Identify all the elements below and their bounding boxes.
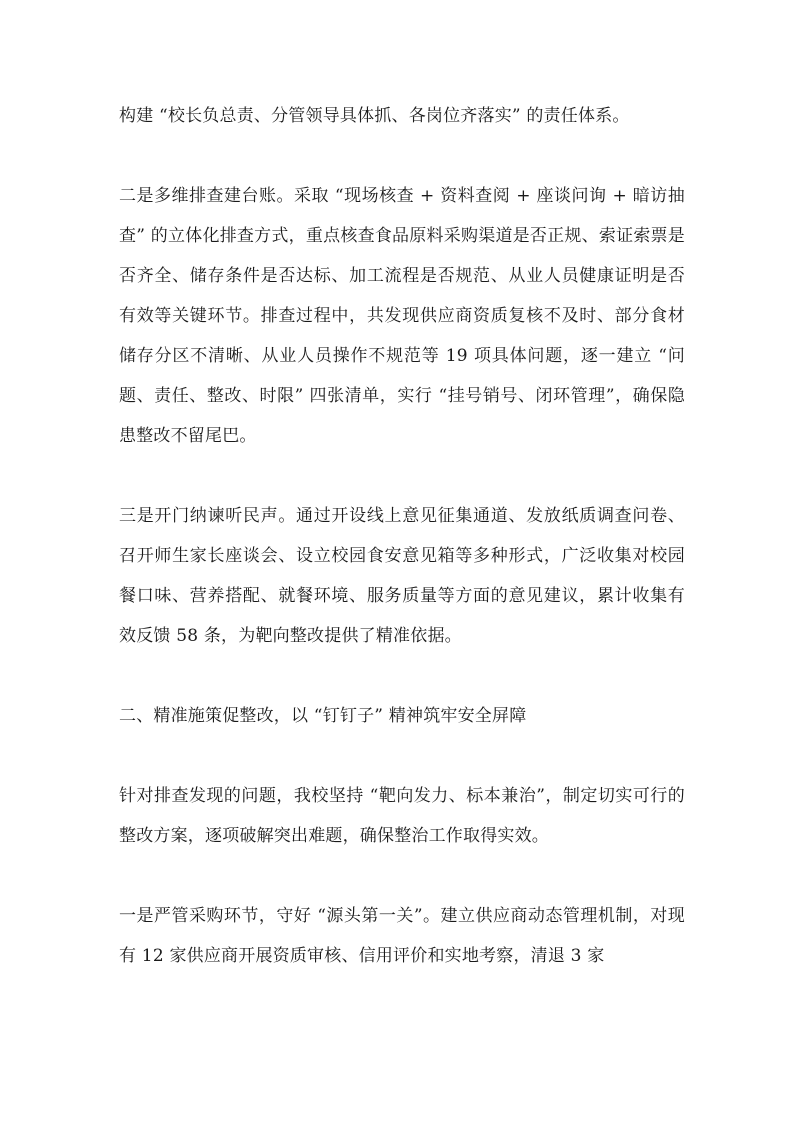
paragraph-public-opinion: 三是开门纳谏听民声。通过开设线上意见征集通道、发放纸质调查问卷、召开师生家长座谈会、设立校园食安意见箱等多种形式，广泛收集对校园餐口味、营养搭配、就餐环境、服务质量等方面的意见建议，累计收集有效反馈 58 条，为靶向整改提供了精准依据。 xyxy=(119,506,685,646)
paragraph-rectification-intro: 针对排查发现的问题，我校坚持 “靶向发力、标本兼治”，制定切实可行的整改方案，逐项破解突出难题，确保整治工作取得实效。 xyxy=(119,786,685,846)
document-page xyxy=(119,96,685,976)
paragraph-procurement-control: 一是严管采购环节，守好 “源头第一关”。建立供应商动态管理机制，对现有 12 家供应商开展资质审核、信用评价和实地考察，清退 3 家 xyxy=(119,906,685,966)
paragraph-responsibility-system: 构建 “校长负总责、分管领导具体抓、各岗位齐落实” 的责任体系。 xyxy=(119,106,630,126)
paragraph-inspection-ledger: 二是多维排查建台账。采取 “现场核查 + 资料查阅 + 座谈问询 + 暗访抽查” 的立体化排查方式，重点核查食品原料采购渠道是否正规、索证索票是否齐全、储存条件是否达标、加工流程是否规范、从业人员健康证明是否有效等关键环节。排查过程中，共发现供应商资质复核不及时、部分食材储存分区不清晰、从业人员操作不规范等 19 项具体问题，逐一建立 “问题、责任、整改、时限” 四张清单，实行 “挂号销号、闭环管理”，确保隐患整改不留尾巴。 xyxy=(119,186,685,446)
section-heading-rectification: 二、精准施策促整改，以 “钉钉子” 精神筑牢安全屏障 xyxy=(119,706,527,726)
